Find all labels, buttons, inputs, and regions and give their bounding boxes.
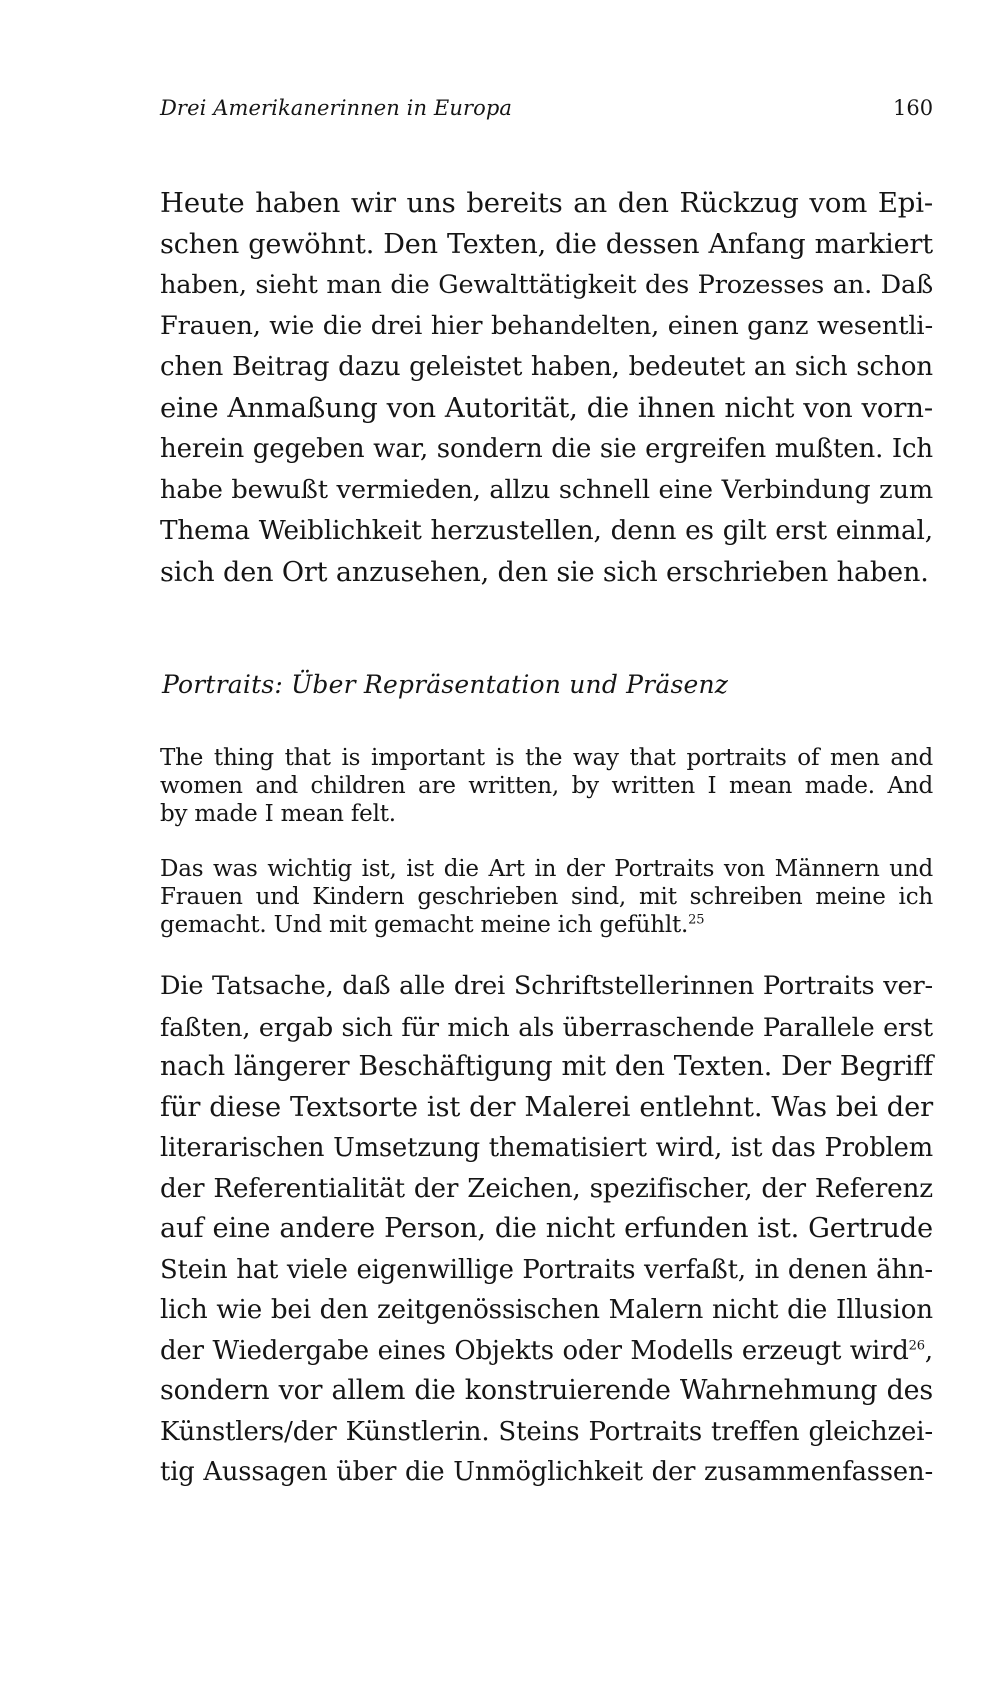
footnote-ref: 26: [908, 1337, 925, 1353]
text-line: Stein hat viele eigenwillige Portraits verfaßt, in denen ähn-: [160, 1254, 933, 1285]
text-line: nach längerer Beschäftigung mit den Texten. Der Begriff: [160, 1051, 933, 1082]
text-line-punct: ,: [924, 1335, 933, 1366]
quote-line: Das was wichtig ist, ist die Art in der Portraits von Männern und: [160, 856, 933, 882]
text-line: schen gewöhnt. Den Texten, die dessen Anfang markiert: [160, 229, 933, 260]
text-line: Künstlers/der Künstlerin. Steins Portraits treffen gleichzei-: [160, 1416, 933, 1447]
quote-line-text: gemacht. Und mit gemacht meine ich gefühlt.: [160, 912, 689, 938]
text-line: habe bewußt vermieden, allzu schnell eine Verbindung zum: [160, 475, 933, 505]
text-line: Die Tatsache, daß alle drei Schriftstellerinnen Portraits ver-: [160, 971, 933, 1001]
quote-line: Frauen und Kindern geschrieben sind, mit schreiben meine ich: [160, 884, 933, 910]
text-line: chen Beitrag dazu geleistet haben, bedeutet an sich schon: [160, 352, 933, 382]
footnote-ref: 25: [688, 912, 705, 928]
text-line: lich wie bei den zeitgenössischen Malern nicht die Illusion: [160, 1295, 933, 1325]
text-line: haben, sieht man die Gewalttätigkeit des Prozesses an. Daß: [160, 270, 933, 300]
quote-line: women and children are written, by written I mean made. And: [160, 773, 933, 799]
paragraph-portraits: [160, 966, 933, 1493]
text-line: Heute haben wir uns bereits an den Rückzug vom Epi-: [160, 187, 933, 219]
text-line: der Referentialität der Zeichen, spezifischer, der Referenz: [160, 1173, 933, 1204]
text-line: für diese Textsorte ist der Malerei entlehnt. Was bei der: [160, 1091, 933, 1123]
quote-line: by made I mean felt.: [160, 801, 396, 827]
quote-german: [160, 855, 933, 939]
section-heading: Portraits: Über Repräsentation und Präsenz: [162, 670, 729, 699]
text-line: sondern vor allem die konstruierende Wahrnehmung des: [160, 1375, 933, 1406]
quote-line: The thing that is important is the way that portraits of men and: [160, 745, 933, 771]
text-line: faßten, ergab sich für mich als überraschende Parallele erst: [160, 1011, 933, 1042]
text-line: herein gegeben war, sondern die sie ergreifen mußten. Ich: [160, 434, 933, 464]
text-line: Frauen, wie die drei hier behandelten, einen ganz wesentli-: [160, 311, 933, 341]
text-line: literarischen Umsetzung thematisiert wird, ist das Problem: [160, 1133, 933, 1163]
text-line: Thema Weiblichkeit herzustellen, denn es gilt erst einmal,: [160, 516, 933, 546]
quote-english: [160, 744, 933, 828]
running-head: Drei Amerikanerinnen in Europa: [160, 96, 513, 120]
text-line: tig Aussagen über die Unmöglichkeit der zusammenfassen-: [160, 1457, 933, 1487]
text-line-text: der Wiedergabe eines Objekts oder Modells erzeugt wird: [160, 1335, 909, 1366]
text-line: auf eine andere Person, die nicht erfunden ist. Gertrude: [160, 1213, 933, 1244]
text-line: eine Anmaßung von Autorität, die ihnen nicht von vorn-: [160, 392, 933, 424]
text-line: [160, 1331, 933, 1372]
paragraph-intro: [160, 183, 933, 593]
text-line: sich den Ort anzusehen, den sie sich erschrieben haben.: [160, 557, 929, 588]
page-number: 160: [893, 96, 934, 120]
quote-line: [160, 911, 933, 939]
